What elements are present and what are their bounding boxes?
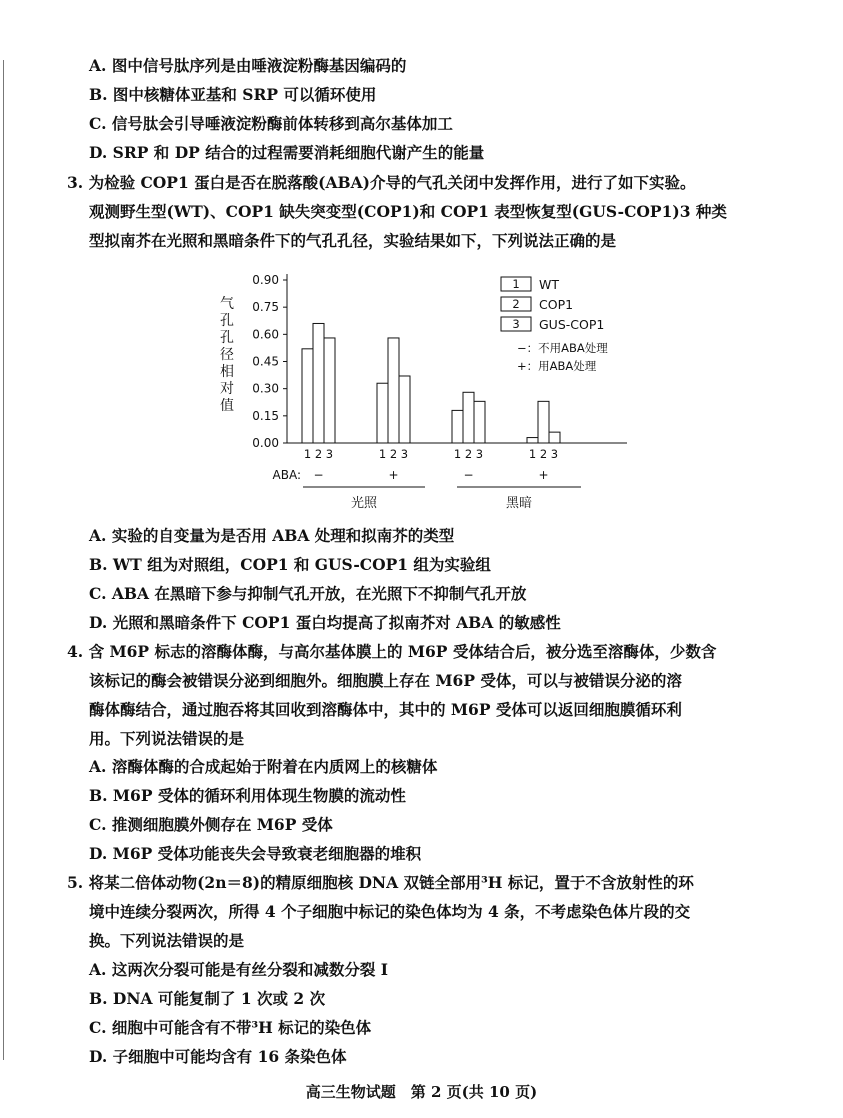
y-axis-label-char: 对	[220, 381, 234, 397]
aba-sign: +	[538, 468, 549, 482]
y-tick-label: 0.60	[252, 327, 279, 342]
question-line: 观测野生型(WT)、COP1 缺失突变型(COP1)和 COP1 表型恢复型(GUS-COP1)3 种类	[89, 202, 727, 221]
question-line: 境中连续分裂两次，所得 4 个子细胞中标记的染色体均为 4 条，不考虑染色体片段的交	[89, 902, 691, 921]
bar-1	[377, 383, 388, 443]
bar-3	[474, 401, 485, 443]
question-line: 用。下列说法错误的是	[89, 729, 245, 748]
answer-option: D. M6P 受体功能丧失会导致衰老细胞器的堆积	[89, 844, 422, 863]
y-tick-label: 0.00	[252, 436, 279, 450]
question-line: 换。下列说法错误的是	[89, 931, 245, 950]
y-axis-label-char: 径	[220, 347, 234, 363]
y-tick-label: 0.90	[252, 273, 279, 287]
question-line: 该标记的酶会被错误分泌到细胞外。细胞膜上存在 M6P 受体，可以与被错误分泌的溶	[89, 671, 682, 690]
bar-3	[399, 376, 410, 443]
legend-number: 2	[512, 297, 520, 311]
legend-number: 1	[512, 277, 520, 291]
answer-option: A. 图中信号肽序列是由唾液淀粉酶基因编码的	[89, 56, 407, 75]
legend-note: −：不用ABA处理	[517, 341, 608, 355]
bar-2	[388, 338, 399, 443]
legend-label: COP1	[539, 297, 574, 312]
y-tick-label: 0.45	[252, 354, 279, 369]
left-margin-rule	[3, 60, 4, 1060]
answer-option: B. M6P 受体的循环利用体现生物膜的流动性	[89, 786, 406, 805]
bar-2	[538, 401, 549, 443]
y-tick-label: 0.15	[252, 408, 279, 423]
y-tick-label: 0.75	[252, 300, 279, 315]
aba-sign: −	[463, 468, 474, 482]
answer-option: C. 细胞中可能含有不带³H 标记的染色体	[89, 1018, 372, 1037]
question-line: 4. 含 M6P 标志的溶酶体酶，与高尔基体膜上的 M6P 受体结合后，被分选至溶酶体，少数含	[67, 642, 717, 661]
aba-row-label: ABA:	[272, 468, 301, 482]
answer-option: B. 图中核糖体亚基和 SRP 可以循环使用	[89, 85, 377, 104]
bar-number-labels: 1 2 3	[453, 447, 484, 461]
question-line: 3. 为检验 COP1 蛋白是否在脱落酸(ABA)介导的气孔关闭中发挥作用，进行了如下实验。	[67, 173, 696, 192]
aba-sign: −	[313, 468, 324, 482]
legend-label: WT	[539, 277, 559, 292]
answer-option: B. DNA 可能复制了 1 次或 2 次	[89, 989, 326, 1008]
answer-option: D. SRP 和 DP 结合的过程需要消耗细胞代谢产生的能量	[89, 143, 485, 162]
answer-option: C. 信号肽会引导唾液淀粉酶前体转移到高尔基体加工	[89, 114, 453, 133]
bar-2	[463, 392, 474, 443]
answer-option: A. 实验的自变量为是否用 ABA 处理和拟南芥的类型	[89, 526, 455, 545]
bar-1	[302, 349, 313, 443]
legend-number: 3	[512, 317, 520, 331]
y-axis-label-char: 孔	[220, 313, 234, 329]
bar-2	[313, 323, 324, 443]
condition-label: 黑暗	[505, 496, 533, 511]
question-line: 酶体酶结合，通过胞吞将其回收到溶酶体中，其中的 M6P 受体可以返回细胞膜循环利	[89, 700, 682, 719]
bar-3	[549, 432, 560, 443]
answer-option: A. 这两次分裂可能是有丝分裂和减数分裂 I	[89, 960, 388, 979]
bar-1	[527, 438, 538, 443]
bar-number-labels: 1 2 3	[303, 447, 334, 461]
legend-label: GUS-COP1	[539, 317, 605, 332]
y-axis-label-char: 值	[220, 398, 234, 414]
condition-label: 光照	[350, 496, 378, 511]
answer-option: D. 光照和黑暗条件下 COP1 蛋白均提高了拟南芥对 ABA 的敏感性	[89, 613, 561, 632]
bar-3	[324, 338, 335, 443]
bar-number-labels: 1 2 3	[378, 447, 409, 461]
legend-note: +：用ABA处理	[517, 359, 597, 373]
stomatal-aperture-bar-chart	[205, 262, 645, 517]
y-axis-label-char: 相	[220, 364, 234, 380]
y-axis-label-char: 孔	[220, 330, 234, 346]
answer-option: A. 溶酶体酶的合成起始于附着在内质网上的核糖体	[89, 757, 438, 776]
answer-option: B. WT 组为对照组，COP1 和 GUS-COP1 组为实验组	[89, 555, 491, 574]
bar-number-labels: 1 2 3	[528, 447, 559, 461]
answer-option: C. ABA 在黑暗下参与抑制气孔开放，在光照下不抑制气孔开放	[89, 584, 527, 603]
y-tick-label: 0.30	[252, 381, 279, 396]
aba-sign: +	[388, 468, 399, 482]
answer-option: D. 子细胞中可能均含有 16 条染色体	[89, 1047, 347, 1066]
y-axis-label-char: 气	[220, 296, 234, 312]
question-line: 型拟南芥在光照和黑暗条件下的气孔孔径，实验结果如下，下列说法正确的是	[89, 231, 617, 250]
page-footer: 高三生物试题 第 2 页(共 10 页)	[305, 1083, 538, 1101]
answer-option: C. 推测细胞膜外侧存在 M6P 受体	[89, 815, 333, 834]
question-line: 5. 将某二倍体动物(2n＝8)的精原细胞核 DNA 双链全部用³H 标记，置于不含放射性的环	[67, 873, 694, 892]
bar-1	[452, 410, 463, 443]
